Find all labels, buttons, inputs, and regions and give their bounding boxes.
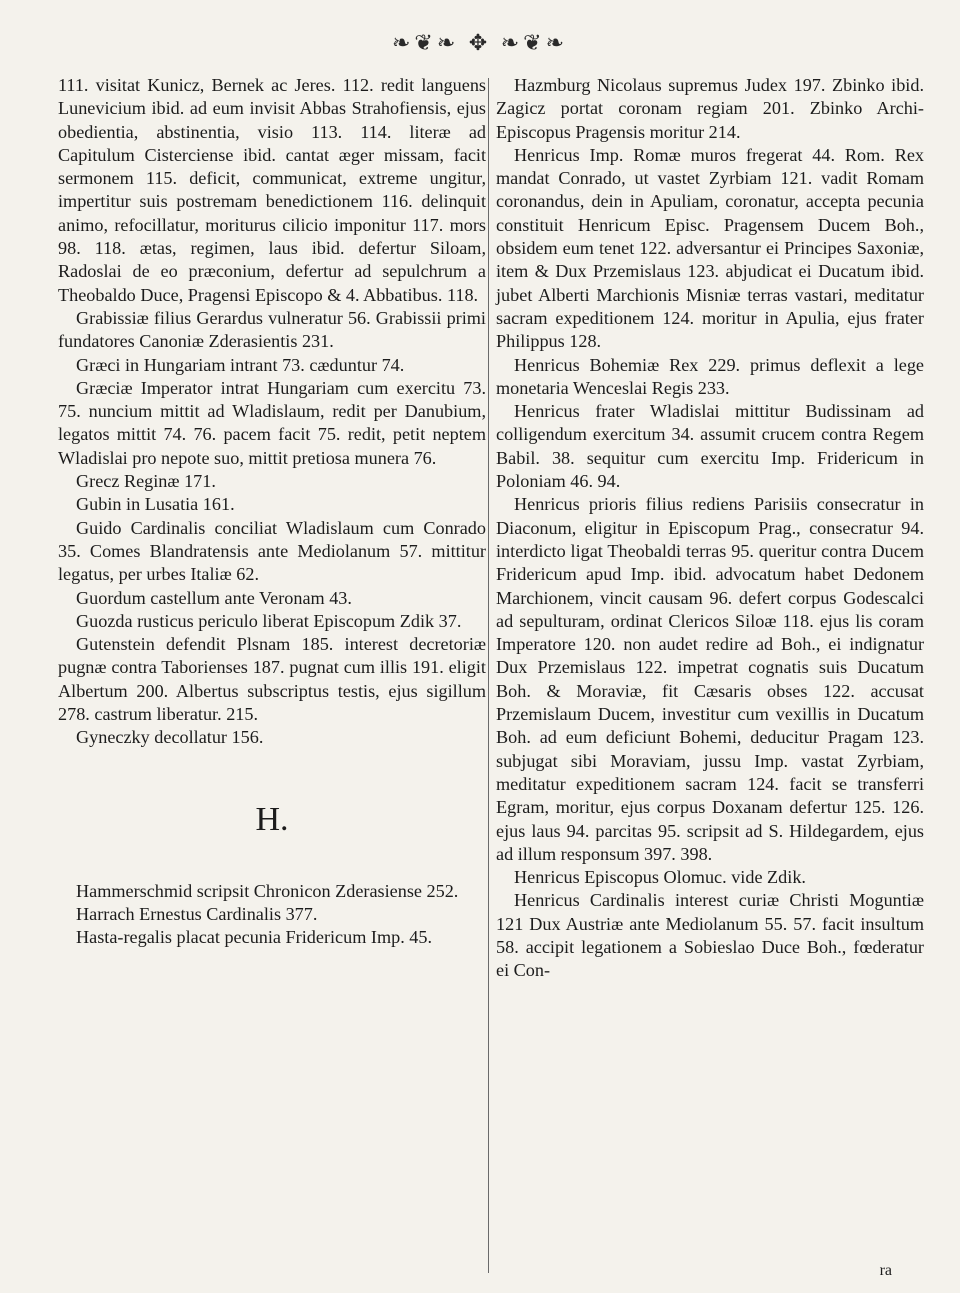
right-column [496, 74, 924, 983]
index-entry: Guido Cardinalis conciliat Wladislaum cum Conrado 35. Comes Blandratensis ante Mediolanum 57. mittitur legatus, per urbes Italiæ 62. [58, 517, 486, 585]
index-entry: Hasta-regalis placat pecunia Fridericum Imp. 45. [76, 927, 433, 948]
index-entry: Harrach Ernestus Cardinalis 377. [76, 903, 318, 924]
index-entry: Hazmburg Nicolaus supremus Judex 197. Zbinko ibid. Zagicz portat coronam regiam 201. Zbinko Archi-Episcopus Pragensis moritur 214. [496, 75, 924, 142]
index-entry: Grabissiæ filius Gerardus vulneratur 56. Grabissii primi fundatores Canoniæ Zderasientis 231. [58, 307, 486, 352]
index-entry: Græci in Hungariam intrant 73. cæduntur 74. [76, 354, 405, 375]
index-entry: Guozda rusticus periculo liberat Episcopum Zdik 37. [76, 610, 462, 631]
section-letter-h: H. [255, 800, 289, 838]
index-entry: Henricus frater Wladislai mittitur Budissinam ad colligendum exercitum 34. assumit crucem contra Regem Babil. 38. sequitur cum exercitu Imp. Fridericum in Poloniam 46. 94. [496, 401, 924, 492]
index-entry: Guordum castellum ante Veronam 43. [76, 587, 352, 608]
index-entry: 111. visitat Kunicz, Bernek ac Jeres. 112. redit languens Lunevicium ibid. ad eum invisit Abbas Strahofiensis, ejus obedientia, abstinentia, visio 113. 114. literæ ad Capitulum Cisterciense ibid. cantat æger missam, facit sermonem 115. deficit, communicat, extreme ungitur, impertitur suis postremam benedictionem 116. delinquit animo, refocillatur, moriturus cilicio imponitur 117. mors 98. 118. ætas, regimen, laus ibid. defertur Siloam, Radoslai de eo præconium, defertur ad sepulchrum a Theobaldo Duce, Pragensi Episcopo & 4. Abbatibus. 118. [58, 75, 486, 305]
index-entry: Hammerschmid scripsit Chronicon Zderasiense 252. [76, 880, 459, 901]
index-entry: Henricus Cardinalis interest curiæ Christi Moguntiæ 121 Dux Austriæ ante Mediolanum 55. 57. facit insultum 58. accipit legationem a Sobieslao Duce Boh., fœderatur ei Con- [496, 890, 924, 981]
index-entry: Gutenstein defendit Plsnam 185. interest decretoriæ pugnæ contra Taborienses 187. pugnat cum illis 191. eligit Albertum 200. Albertus subscriptus testis, ejus sigillum 278. castrum liberatur. 215. [58, 634, 486, 725]
index-entry: Gubin in Lusatia 161. [76, 494, 235, 515]
catchword: ra [879, 1262, 892, 1279]
index-entry: Henricus prioris filius rediens Parisiis consecratur in Diaconum, eligitur in Episcopum Prag., consecratur 94. interdicto ligat Theobaldi terras 95. queritur contra Ducem Fridericum apud Imp. ibid. advocatum habet Dedonem Marchionem, vincit causam 96. defert corpus Godescalci ad sepulturam, ordinat Clericos Siloæ 118. ejus lis coram Imperatore 120. non audet redire ad Boh., ei indignatur Dux Przemislaus 122. impetrat cognatis suis Ducatum Boh. & Moraviæ, fit Cæsaris obses 122. accusat Przemislaum Ducem, investitur cum vexillis in Ducatum Boh. ad eum deficiunt Bohemi, deducitur Pragam 123. subjugat sibi Moraviam, jussu Imp. vastat Zyrbiam, meditatur expeditionem sacram 124. facit se transferri Egram, moritur, ejus corpus Doxanam defertur 125. 126. ejus laus 94. parcitas 95. scripsit ad S. Hildegardem, ejus ad illum responsum 397. 398. [496, 494, 924, 864]
index-entry: Grecz Reginæ 171. [76, 471, 216, 492]
index-entry: Græciæ Imperator intrat Hungariam cum exercitu 73. 75. nuncium mittit ad Wladislaum, redit per Danubium, legatos mittit 74. 76. pacem facit 75. redit, petit neptem Wladislai pro nepote suo, mittit pretiosa munera 76. [58, 377, 486, 468]
index-entry: Henricus Episcopus Olomuc. vide Zdik. [514, 867, 806, 888]
index-entry: Henricus Bohemiæ Rex 229. primus deflexit a lege monetaria Wenceslai Regis 233. [496, 354, 924, 398]
column-divider [488, 78, 489, 1273]
index-entry: Henricus Imp. Romæ muros fregerat 44. Rom. Rex mandat Conrado, ut vastet Zyrbiam 121. vadit Romam coronandus, dein in Apuliam, coronatur, accepta pecunia constituit Henricum Episc. Pragensem Ducem Boh., obsidem eum tenet 122. adversantur ei Principes Saxoniæ, item & Dux Przemislaus 123. abjudicat ei Ducatum ibid. jubet Alberti Marchionis Misniæ terras vastari, meditatur sacram expeditionem 124. moritur in Apulia, ejus frater Philippus 128. [496, 144, 924, 352]
index-entry: Gyneczky decollatur 156. [76, 727, 264, 748]
header-ornament: ❧❦❧ ✥ ❧❦❧ [391, 30, 569, 55]
left-column [58, 74, 486, 950]
